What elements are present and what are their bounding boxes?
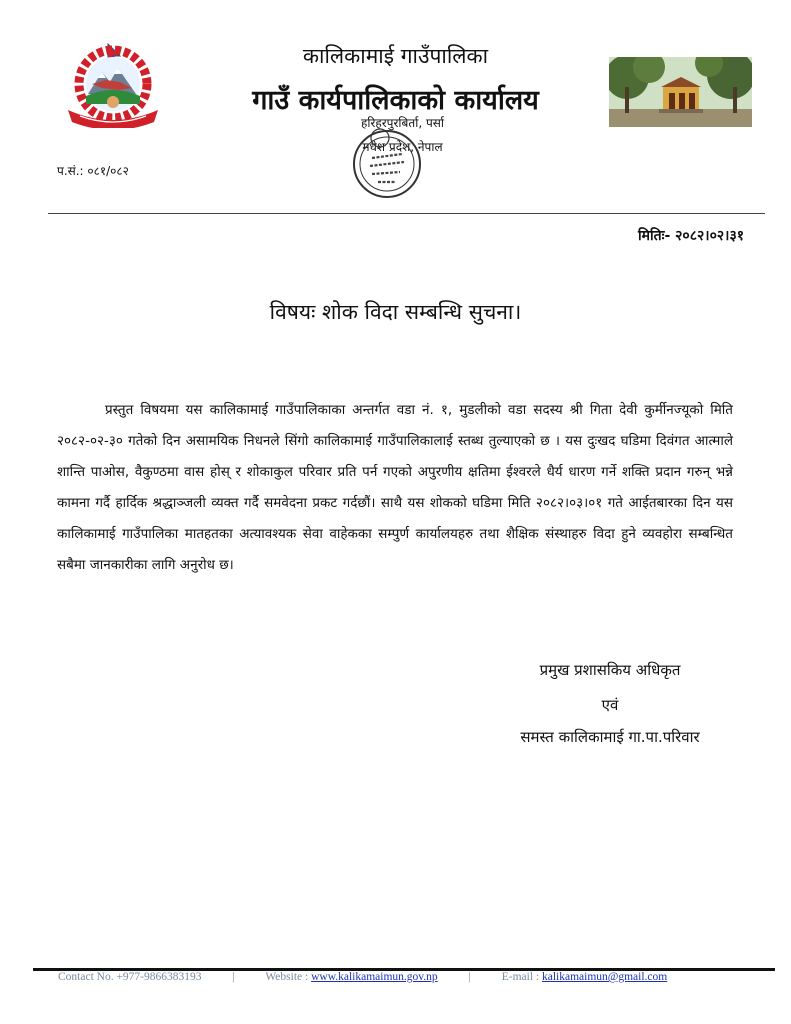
office-name: गाउँ कार्यपालिकाको कार्यालय [252, 85, 539, 116]
footer-separator: | [232, 971, 235, 983]
office-stamp-icon [350, 120, 424, 206]
footer [58, 971, 667, 983]
signatory-conjunction: एवं [601, 696, 619, 714]
signatory-family: समस्त कालिकामाई गा.पा.परिवार [520, 728, 700, 746]
municipality-name: कालिकामाई गाउँपालिका [302, 44, 489, 68]
header-divider [48, 213, 765, 214]
footer-contact: Contact No. +977-9866383193 [58, 971, 202, 983]
letter-date: मितिः- २०८२।०२।३१ [638, 228, 744, 244]
letter-subject: विषयः शोक विदा सम्बन्धि सुचना। [269, 300, 522, 324]
footer-website-label: Website : [265, 971, 312, 983]
letter-body: प्रस्तुत विषयमा यस कालिकामाई गाउँपालिकाका अन्तर्गत वडा नं. १, मुडलीको वडा सदस्य श्री गिता देवी कुर्मीनज्यूको मिति २०८२-०२-३० गतेको दिन असामयिक निधनले सिंगो कालिकामाई गाउँपालिकालाई स्तब्ध तुल्याएको छ । यस दुःखद घडिमा दिवंगत आत्माले शान्ति पाओस, वैकुण्ठमा वास होस् र शोकाकुल परिवार प्रति पर्न गएको अपुरणीय क्षतिमा ईश्वरले धैर्य धारण गर्ने शक्ति प्रदान गरुन् भन्ने कामना गर्दै हार्दिक श्रद्धाञ्जली व्यक्त गर्दै समवेदना प्रकट गर्दछौं। साथै यस शोकको घडिमा मिति २०८२।०३।०१ गते आईतबारका दिन यस कालिकामाई गाउँपालिका मातहतका अत्यावश्यक सेवा वाहेकका सम्पुर्ण कार्यालयहरु तथा शैक्षिक संस्थाहरु विदा हुने व्यवहोरा सम्बन्धित सबैमा जानकारीका लागि अनुरोध छ। [57, 402, 733, 573]
footer-separator: | [468, 971, 471, 983]
email-link[interactable]: kalikamaimun@gmail.com [541, 971, 668, 983]
reference-number: प.सं.: ०८१/०८२ [57, 164, 129, 178]
signatory-title: प्रमुख प्रशासकिय अधिकृत [539, 661, 681, 679]
website-link[interactable]: www.kalikamaimun.gov.np [311, 971, 438, 983]
footer-email-label: E-mail : [501, 971, 542, 983]
address-line-1: हरिहरपुरबिर्ता, पर्सा [361, 116, 444, 130]
address-line-2: मधेश प्रदेश, नेपाल [362, 140, 443, 154]
